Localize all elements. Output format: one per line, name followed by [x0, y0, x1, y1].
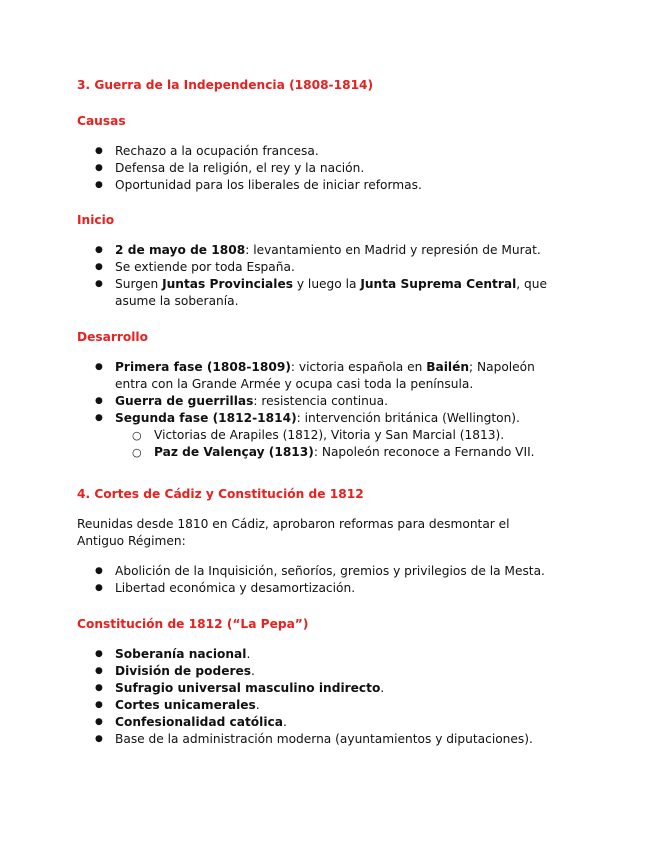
list-item: ● Guerra de guerrillas: resistencia continua. — [77, 393, 567, 410]
list-item: ● 2 de mayo de 1808: levantamiento en Madrid y represión de Murat. — [77, 242, 567, 259]
constitucion-list — [77, 646, 567, 748]
list-item: ● Base de la administración moderna (ayuntamientos y diputaciones). — [77, 731, 567, 748]
section-3-title: 3. Guerra de la Independencia (1808-1814) — [77, 78, 374, 92]
section-4-title: 4. Cortes de Cádiz y Constitución de 1812 — [77, 487, 364, 501]
causas-list — [77, 143, 567, 194]
cortes-list — [77, 563, 567, 597]
desarrollo-heading: Desarrollo — [77, 330, 148, 344]
list-item: ● Defensa de la religión, el rey y la nación. — [77, 160, 567, 177]
sub-list-item: ○ Victorias de Arapiles (1812), Vitoria y San Marcial (1813). — [77, 427, 567, 444]
list-item: ● División de poderes. — [77, 663, 567, 680]
list-item: ● Abolición de la Inquisición, señoríos, gremios y privilegios de la Mesta. — [77, 563, 567, 580]
list-item: ● Cortes unicamerales. — [77, 697, 567, 714]
cortes-intro: Reunidas desde 1810 en Cádiz, aprobaron reformas para desmontar el Antiguo Régimen: — [77, 517, 510, 548]
causas-heading: Causas — [77, 114, 126, 128]
list-item: ● Primera fase (1808-1809): victoria española en Bailén; Napoleón entra con la Grande Armée y ocupa casi toda la península. — [77, 359, 567, 393]
list-item: ● Segunda fase (1812-1814): intervención británica (Wellington). — [77, 410, 567, 427]
constitucion-heading: Constitución de 1812 (“La Pepa”) — [77, 617, 309, 631]
list-item: ● Sufragio universal masculino indirecto. — [77, 680, 567, 697]
inicio-heading: Inicio — [77, 213, 115, 227]
list-item: ● Surgen Juntas Provinciales y luego la Junta Suprema Central, que asume la soberanía. — [77, 276, 567, 310]
sub-list-item: ○ Paz de Valençay (1813): Napoleón reconoce a Fernando VII. — [77, 444, 567, 461]
list-item: ● Confesionalidad católica. — [77, 714, 567, 731]
desarrollo-list — [77, 359, 567, 461]
list-item: ● Soberanía nacional. — [77, 646, 567, 663]
list-item: ● Se extiende por toda España. — [77, 259, 567, 276]
inicio-list — [77, 242, 567, 310]
list-item: ● Rechazo a la ocupación francesa. — [77, 143, 567, 160]
list-item: ● Libertad económica y desamortización. — [77, 580, 567, 597]
list-item: ● Oportunidad para los liberales de iniciar reformas. — [77, 177, 567, 194]
